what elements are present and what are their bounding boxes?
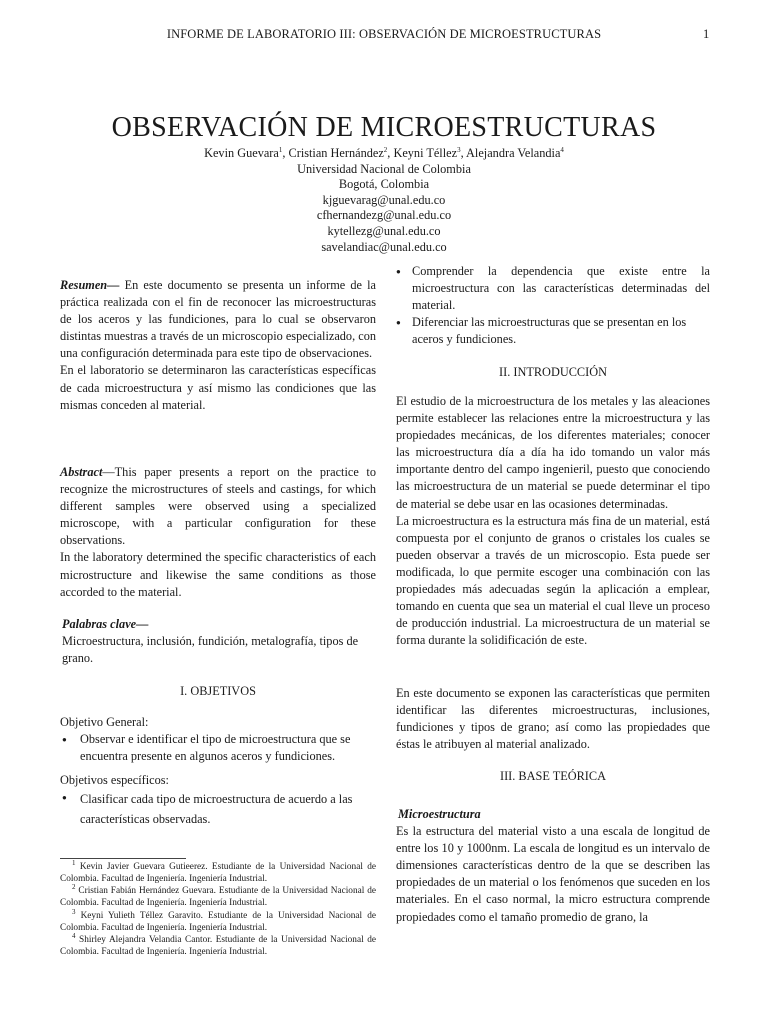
author-block xyxy=(0,146,768,255)
paper-title: OBSERVACIÓN DE MICROESTRUCTURAS xyxy=(111,112,657,143)
intro-paragraph-3: En este documento se exponen las características que permiten identificar las diferentes microestructuras, inclusiones, fundiciones y tipos de grano; así como las propiedades que éstas le atribuyen al material analizado. xyxy=(396,686,710,752)
footnote-divider xyxy=(60,858,186,859)
intro-paragraph: El estudio de la microestructura de los metales y las aleaciones permite establecer las relaciones entre la microestructura y las propiedades mecánicas, de los diferentes materiales; conocer las microestructura día a día ha ido tomando un valor más importante dentro del campo ingenieril, puesto que conociendo las microestructura de un material se puede determinar el tipo de material se debe usar en las ocasiones determinadas. xyxy=(396,394,710,511)
objetivos-especificos-cont xyxy=(396,263,710,348)
footnote-text: Shirley Alejandra Velandia Cantor. Estudiante de la Universidad Nacional de Colombia. Facultad de Ingeniería. Ingeniería Industrial. xyxy=(60,935,376,957)
objetivo-general-label: Objetivo General: xyxy=(60,715,149,729)
section-heading-introduccion: II. INTRODUCCIÓN xyxy=(499,365,607,379)
author-name: Kevin Guevara xyxy=(204,146,279,160)
footnote xyxy=(60,932,376,958)
abstract-section xyxy=(60,464,376,601)
section-heading-objetivos: I. OBJETIVOS xyxy=(180,684,256,698)
keywords-label: Palabras clave— xyxy=(62,617,149,631)
author-name: Alejandra Velandia xyxy=(466,146,561,160)
objetivo-general-list xyxy=(60,731,376,765)
footnote-sup: 1 xyxy=(72,858,76,867)
introduccion-body xyxy=(396,393,710,649)
footnote xyxy=(60,883,376,909)
affiliation: Universidad Nacional de Colombia xyxy=(297,161,471,176)
base-teorica-paragraph: Es la estructura del material visto a una escala de longitud de entre los 10 y 1000nm. La escala de longitud es un intervalo de dimensiones características dentro de la que se describen las propiedades de un material o los fenómenos que suceden en los materiales. En el caso normal, la micro estructura comprende propiedades como el tamaño promedio de grano, la xyxy=(396,824,710,924)
email-link[interactable]: cfhernandezg@unal.edu.co xyxy=(316,208,452,223)
author-name: Cristian Hernández xyxy=(288,146,384,160)
footnote-text: Keyni Yulieth Téllez Garavito. Estudiante de la Universidad Nacional de Colombia. Facultad de Ingeniería. Ingeniería Industrial. xyxy=(60,910,376,933)
list-item: ● Observar e identificar el tipo de microestructura que se encuentra presente en algunos aceros y fundiciones. xyxy=(60,731,376,765)
email-link[interactable]: kytellezg@unal.edu.co xyxy=(327,223,441,238)
section-heading-base-teorica: III. BASE TEÓRICA xyxy=(499,769,606,783)
footnote-sup: 2 xyxy=(72,883,76,892)
objetivos-especificos-list xyxy=(60,789,376,829)
footnote xyxy=(60,907,376,934)
resumen-text: En este documento se presenta un informe de la práctica realizada con el fin de reconocer las microestructuras de los aceros y las fundiciones, para lo cual se observaron distintas muestras a través de un microscopio especializado, con una configuración determinada para este tipo de observaciones. xyxy=(60,278,376,361)
subheading-microestructura: Microestructura xyxy=(398,807,481,821)
footnotes xyxy=(60,858,376,960)
objetivo-general xyxy=(60,714,376,765)
abstract-text: —This paper presents a report on the practice to recognize the microstructures of steels and castings, for which different samples were observed using a specialized microscope, with a particular configuration for these observations. xyxy=(60,465,376,548)
objetivos-especificos-label: Objetivos específicos: xyxy=(60,773,169,787)
abstract-label: Abstract xyxy=(60,465,103,479)
author-sup: 4 xyxy=(560,145,564,154)
list-item: ● Comprender la dependencia que existe entre la microestructura con las características determinadas del material. xyxy=(396,263,710,314)
list-item: ● Clasificar cada tipo de microestructura de acuerdo a las características observadas. xyxy=(60,789,376,829)
resumen-paragraph-2: En el laboratorio se determinaron las características específicas de cada microestructura y así mismo las condiciones que las mismas conceden al material. xyxy=(60,363,376,412)
footnote-sup: 4 xyxy=(72,932,76,941)
intro-paragraph: La microestructura es la estructura más fina de un material, está compuesta por el conjunto de granos o cristales los cuales se pueden observar a través de un microscopio. Esta puede ser modificada, lo que permite escoger una combinación con las propiedades más adecuadas según la aplicación a emplear, tomando en cuenta que sea un material el cual lleve un proceso de producción industrial. La microestructura de un material se forma durante la solidificación de este. xyxy=(396,513,710,648)
location: Bogotá, Colombia xyxy=(338,177,430,192)
resumen-section xyxy=(60,277,376,414)
running-header: INFORME DE LABORATORIO III: OBSERVACIÓN DE MICROESTRUCTURAS xyxy=(166,27,602,41)
footnote-text: Kevin Javier Guevara Gutieerez. Estudiante de la Universidad Nacional de Colombia. Facultad de Ingeniería. Ingeniería Industrial. xyxy=(60,862,376,884)
resumen-paragraph xyxy=(60,277,376,362)
objetivos-right-list xyxy=(396,263,710,348)
objetivos-especificos xyxy=(60,772,376,829)
email-link[interactable]: kjguevarag@unal.edu.co xyxy=(322,192,446,207)
author-sup: 2 xyxy=(383,145,388,154)
author-name: Keyni Téllez xyxy=(393,146,458,160)
footnote xyxy=(60,858,376,885)
keywords-text: Microestructura, inclusión, fundición, metalografía, tipos de grano. xyxy=(62,634,359,666)
author-list: Kevin Guevara$^1$, Cristian Hernández$^2$, Keyni Téllez$^3$, Alejandra Velandia$^4$ xyxy=(204,145,564,160)
resumen-label: Resumen— xyxy=(60,278,120,292)
page-number: 1 xyxy=(703,27,710,41)
list-item: ● Diferenciar las microestructuras que se presentan en los aceros y fundiciones. xyxy=(396,314,710,348)
abstract-paragraph-2: In the laboratory determined the specific characteristics of each microstructure and likewise the same conditions as those accorded to the material. xyxy=(60,550,376,599)
author-sup: 1 xyxy=(278,145,283,154)
email-link[interactable]: savelandiac@unal.edu.co xyxy=(321,239,447,254)
abstract-paragraph xyxy=(60,464,376,549)
footnote-sup: 3 xyxy=(72,907,76,916)
author-sup: 3 xyxy=(457,145,461,154)
keywords-section xyxy=(60,616,376,667)
base-teorica-body xyxy=(396,806,710,926)
footnote-text: Cristian Fabián Hernández Guevara. Estudiante de la Universidad Nacional de Colombia. Facultad de Ingeniería. Ingeniería Industrial. xyxy=(60,886,376,909)
